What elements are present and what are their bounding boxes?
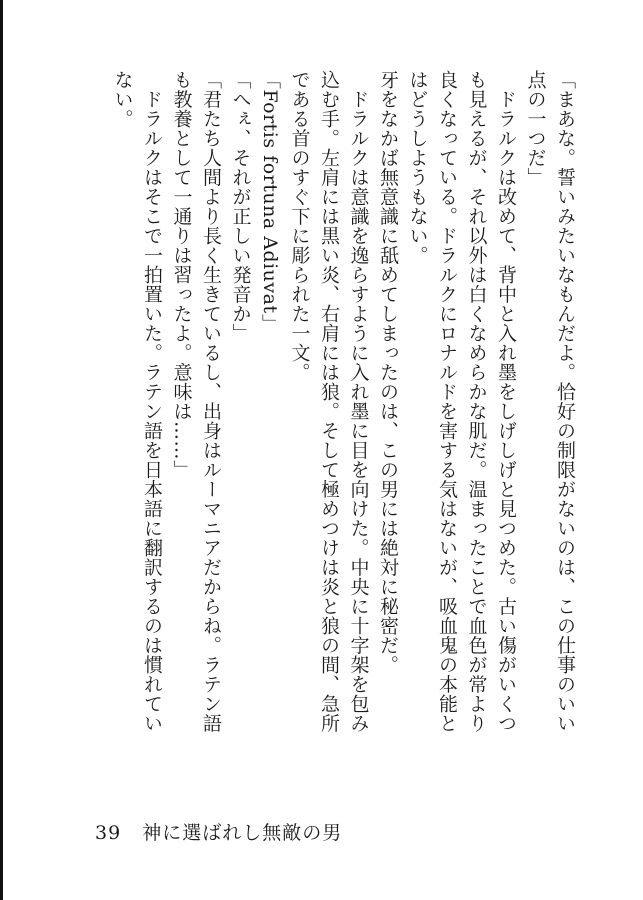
text-line: ドラルクはそこで一拍置いた。ラテン語を日本語に翻訳するのは慣れていない。 [111,70,163,733]
text-line: 「へぇ、それが正しい発音か」 [229,70,252,343]
book-title: 神に選ばれし無敵の男 [142,822,343,844]
text-line: ドラルクは改めて、背中と入れ墨をしげしげと見つめた。古い傷がいくつも見えるが、それ以外は白くなめらかな肌だ。温まったことで血色が常より良くなっている。ドラルクにロナルドを害する気はないが、吸血鬼の本能とはどうしようもない。 [406,70,517,733]
text-line: 「まあな。誓いみたいなもんだよ。恰好の制限がないのは、この仕事のいい点の一つだ」 [524,70,576,733]
text-line: 「Fortis fortuna Adiuvat」 [259,70,281,334]
text-line: ドラルクは意識を逸らすように入れ墨に目を向けた。中央に十字架を包み込む手。左肩には黒い炎、右肩には狼。そして極めつけは炎と狼の間、急所である首のすぐ下に彫られた一文。 [288,70,370,733]
page-edge-rule [0,0,3,900]
page-number: 39 [95,822,122,844]
page-footer [95,818,342,845]
text-line: 「君たち人間より長く生きているし、出身はルーマニアだからね。ラテン語も教養として一通りは習ったよ。意味は……」 [170,70,222,733]
text-line: 牙をなかば無意識に舐めてしまったのは、この男には絶対に秘密だ。 [377,70,399,675]
vertical-body-text [39,70,579,735]
